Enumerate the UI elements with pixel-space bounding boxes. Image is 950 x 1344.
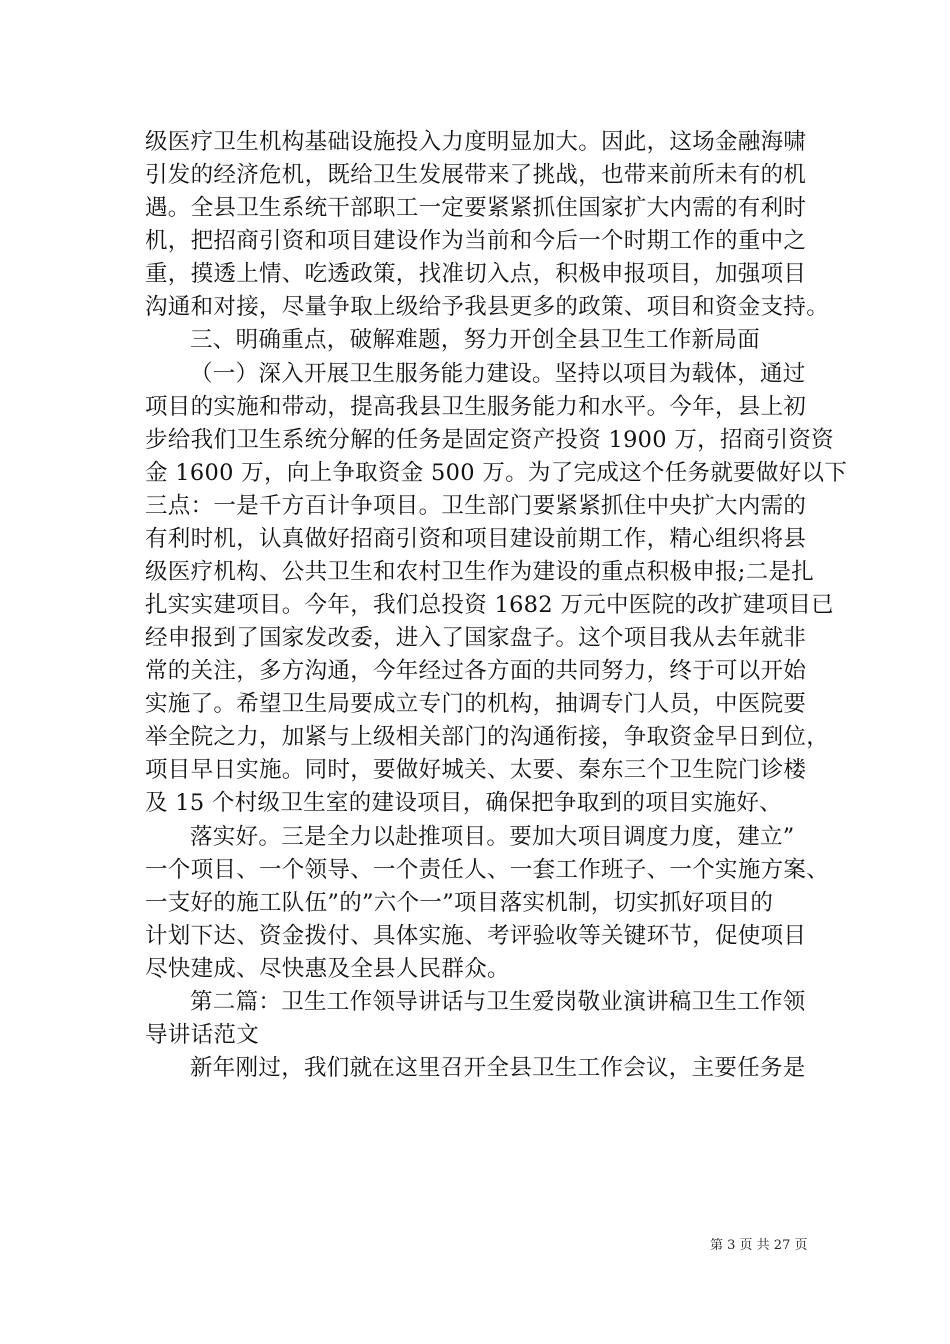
text-line: 遇。全县卫生系统干部职工一定要紧紧抓住国家扩大内需的有利时: [145, 195, 807, 221]
text-line: 重，摸透上情、吃透政策，找准切入点，积极申报项目，加强项目: [145, 261, 807, 287]
text-line: 新年刚过，我们就在这里召开全县卫生工作会议，主要任务是: [190, 1055, 806, 1081]
article-title-continued: 导讲话范文: [145, 1022, 260, 1048]
text-line: 三点：一是千方百计争项目。卫生部门要紧紧抓住中央扩大内需的: [145, 493, 807, 519]
text-line: 一支好的施工队伍”的”六个一”项目落实机制，切实抓好项目的: [145, 890, 774, 916]
text-line: 沟通和对接，尽量争取上级给予我县更多的政策、项目和资金支持。: [145, 294, 830, 320]
text-line: 项目早日实施。同时，要做好城关、太要、秦东三个卫生院门诊楼: [145, 757, 807, 783]
text-line: 实施了。希望卫生局要成立专门的机构，抽调专门人员，中医院要: [145, 691, 807, 717]
text-line: 金 1600 万，向上争取资金 500 万。为了完成这个任务就要做好以下: [145, 460, 848, 486]
text-line: 级医疗卫生机构基础设施投入力度明显加大。因此，这场金融海啸: [145, 129, 807, 155]
text-line: 一个项目、一个领导、一个责任人、一套工作班子、一个实施方案、: [145, 857, 830, 883]
text-line: 落实好。三是全力以赴推项目。要加大项目调度力度，建立”: [190, 824, 795, 850]
section-heading: 三、明确重点，破解难题，努力开创全县卫生工作新局面: [190, 327, 761, 353]
text-line: 扎实实建项目。今年，我们总投资 1682 万元中医院的改扩建项目已: [145, 592, 834, 618]
text-line: 常的关注，多方沟通，今年经过各方面的共同努力，终于可以开始: [145, 658, 807, 684]
text-line: 级医疗机构、公共卫生和农村卫生作为建设的重点积极申报;二是扎: [145, 559, 815, 585]
text-line: 步给我们卫生系统分解的任务是固定资产投资 1900 万，招商引资资: [145, 427, 834, 453]
article-title: 第二篇：卫生工作领导讲话与卫生爱岗敬业演讲稿卫生工作领: [190, 989, 806, 1015]
text-line: 项目的实施和带动，提高我县卫生服务能力和水平。今年，县上初: [145, 394, 807, 420]
text-line: 有利时机，认真做好招商引资和项目建设前期工作，精心组织将县: [145, 526, 807, 552]
text-line: 经申报到了国家发改委，进入了国家盘子。这个项目我从去年就非: [145, 625, 807, 651]
text-line: 及 15 个村级卫生室的建设项目，确保把争取到的项目实施好、: [145, 790, 782, 816]
page-number: 第 3 页 共 27 页: [710, 1238, 808, 1253]
text-line: 尽快建成、尽快惠及全县人民群众。: [145, 956, 510, 982]
text-line: 举全院之力，加紧与上级相关部门的沟通衔接，争取资金早日到位，: [145, 724, 830, 750]
text-line: 机，把招商引资和项目建设作为当前和今后一个时期工作的重中之: [145, 228, 807, 254]
text-line: 引发的经济危机，既给卫生发展带来了挑战，也带来前所未有的机: [145, 162, 807, 188]
text-line: 计划下达、资金拨付、具体实施、考评验收等关键环节，促使项目: [145, 923, 807, 949]
text-line: （一）深入开展卫生服务能力建设。坚持以项目为载体，通过: [190, 361, 806, 387]
